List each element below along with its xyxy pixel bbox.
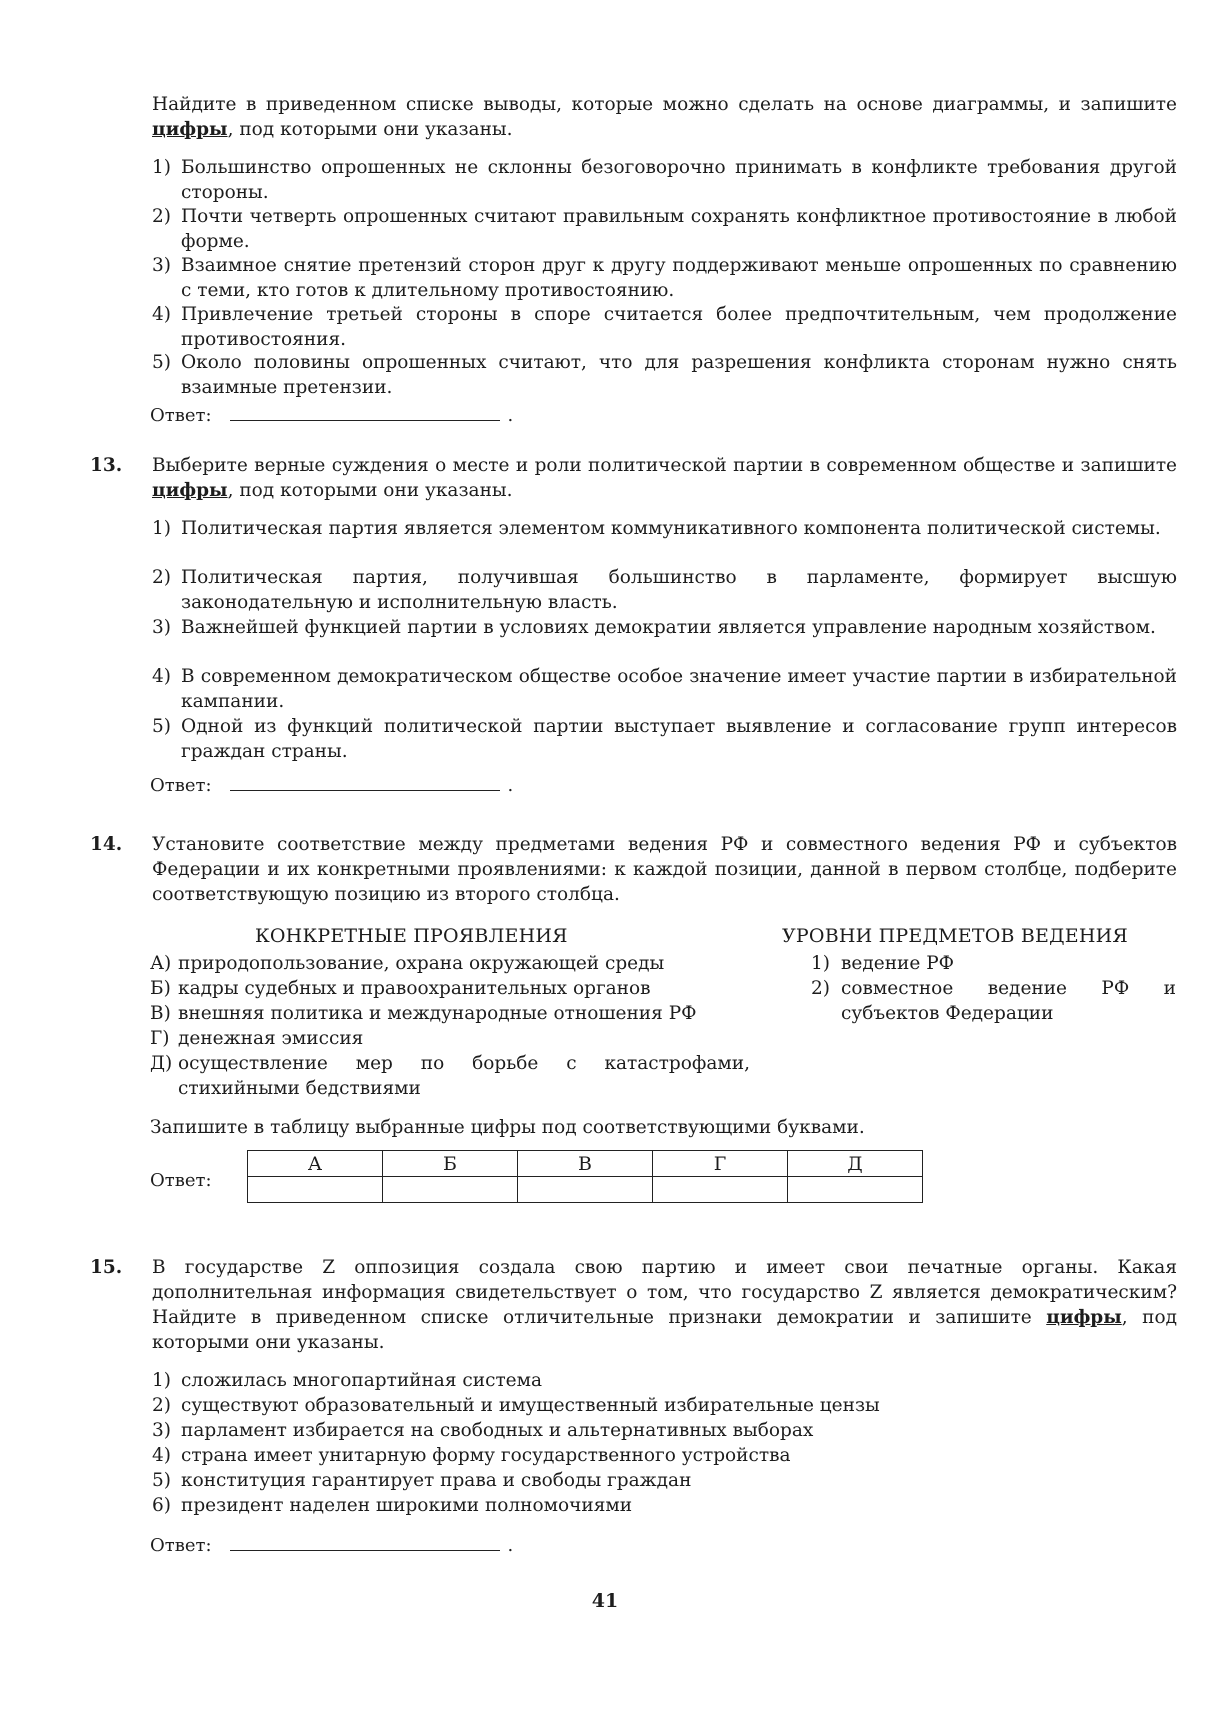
answer-label: Ответ: <box>150 405 212 426</box>
q14-answer-table <box>247 1150 923 1203</box>
q14-left-item-b: Б) кадры судебных и правоохранительных органов <box>150 978 651 999</box>
q15-answer-field[interactable] <box>230 1534 500 1551</box>
q15-option-3: 3) парламент избирается на свободных и альтернативных выборах <box>152 1420 814 1441</box>
answer-table-header: Г <box>653 1151 788 1177</box>
q14-number: 14. <box>90 834 123 855</box>
q13-option-4: 4) В современном демократическом обществе особое значение имеет участие партии в избирательной кампании. <box>152 666 1177 712</box>
answer-label: Ответ: <box>150 775 212 796</box>
q14-left-item-a: А) природопользование, охрана окружающей среды <box>150 953 665 974</box>
q14-left-item-e: Д) осуществление мер по борьбе с катастрофами, стихийными бедствиями <box>150 1053 750 1099</box>
answer-cell-d[interactable] <box>653 1177 788 1203</box>
q15-text: В государстве Z оппозиция создала свою партию и имеет свои печатные органы. Какая дополнительная информация свидетельствует о том, что государство Z является демократическим? Найдите в приведенном списке отличительные признаки демократии и запишите цифры, под которыми они указаны. <box>152 1257 1178 1353</box>
answer-label: Ответ: <box>150 1535 212 1556</box>
q14-right-item-1: 1) ведение РФ <box>811 953 954 974</box>
q12-option-3: 3) Взаимное снятие претензий сторон друг к другу поддерживают меньше опрошенных по сравнению с теми, кто готов к длительному противостоянию. <box>152 255 1177 301</box>
q15-number: 15. <box>90 1257 123 1278</box>
q13-option-3: 3) Важнейшей функцией партии в условиях демократии является управление народным хозяйством. <box>152 617 1156 638</box>
page-number: 41 <box>591 1590 619 1612</box>
answer-cell-b[interactable] <box>383 1177 518 1203</box>
q12-instruction: Найдите в приведенном списке выводы, которые можно сделать на основе диаграммы, и запишите цифры, под которыми они указаны. <box>152 94 1177 140</box>
q14-right-heading: УРОВНИ ПРЕДМЕТОВ ВЕДЕНИЯ <box>782 925 1128 947</box>
answer-table-input-row <box>248 1177 923 1203</box>
q14-text: Установите соответствие между предметами ведения РФ и совместного ведения РФ и субъектов Федерации и их конкретными проявлениями: к каждой позиции, данной в первом столбце, подберите соответствующую позицию из второго столбца. <box>152 834 1177 905</box>
q13-answer: Ответ: . <box>150 775 514 796</box>
q15-option-6: 6) президент наделен широкими полномочиями <box>152 1495 633 1516</box>
q12-option-2: 2) Почти четверть опрошенных считают правильным сохранять конфликтное противостояние в любой форме. <box>152 206 1177 252</box>
q13-answer-field[interactable] <box>230 774 500 791</box>
q14-left-heading: КОНКРЕТНЫЕ ПРОЯВЛЕНИЯ <box>255 925 568 947</box>
q15-option-4: 4) страна имеет унитарную форму государственного устройства <box>152 1445 791 1466</box>
q13-option-5: 5) Одной из функций политической партии выступает выявление и согласование групп интересов граждан страны. <box>152 716 1177 762</box>
q14-answer-label: Ответ: <box>150 1170 212 1191</box>
q13-text: Выберите верные суждения о месте и роли политической партии в современном обществе и запишите цифры, под которыми они указаны. <box>152 455 1177 501</box>
answer-cell-e[interactable] <box>788 1177 923 1203</box>
q14-left-item-d: Г) денежная эмиссия <box>150 1028 364 1049</box>
q12-option-5: 5) Около половины опрошенных считают, что для разрешения конфликта сторонам нужно снять взаимные претензии. <box>152 352 1177 398</box>
answer-table-header: А <box>248 1151 383 1177</box>
answer-table-header: Д <box>788 1151 923 1177</box>
q13-option-2: 2) Политическая партия, получившая большинство в парламенте, формирует высшую законодательную и исполнительную власть. <box>152 567 1177 613</box>
q15-option-1: 1) сложилась многопартийная система <box>152 1370 543 1391</box>
q13-number: 13. <box>90 455 123 476</box>
q14-table-instruction: Запишите в таблицу выбранные цифры под соответствующими буквами. <box>150 1117 865 1138</box>
q12-bold-word: цифры <box>152 119 228 140</box>
answer-table-header: Б <box>383 1151 518 1177</box>
q14-right-item-2: 2) совместное ведение РФ и субъектов Федерации <box>811 978 1176 1024</box>
answer-cell-a[interactable] <box>248 1177 383 1203</box>
answer-table-header: В <box>518 1151 653 1177</box>
q13-bold-word: цифры <box>152 480 228 501</box>
q12-answer: Ответ: . <box>150 405 514 426</box>
q15-option-5: 5) конституция гарантирует права и свободы граждан <box>152 1470 692 1491</box>
q13-option-1: 1) Политическая партия является элементом коммуникативного компонента политической системы. <box>152 518 1161 539</box>
q15-option-2: 2) существуют образовательный и имущественный избирательные цензы <box>152 1395 880 1416</box>
q12-answer-field[interactable] <box>230 404 500 421</box>
q15-answer: Ответ: . <box>150 1535 514 1556</box>
q12-option-1: 1) Большинство опрошенных не склонны безоговорочно принимать в конфликте требования другой стороны. <box>152 157 1177 203</box>
q14-left-item-c: В) внешняя политика и международные отношения РФ <box>150 1003 697 1024</box>
answer-table-header-row <box>248 1151 923 1177</box>
q12-option-4: 4) Привлечение третьей стороны в споре считается более предпочтительным, чем продолжение противостояния. <box>152 304 1177 350</box>
answer-cell-c[interactable] <box>518 1177 653 1203</box>
q15-bold-word: цифры <box>1046 1307 1122 1328</box>
